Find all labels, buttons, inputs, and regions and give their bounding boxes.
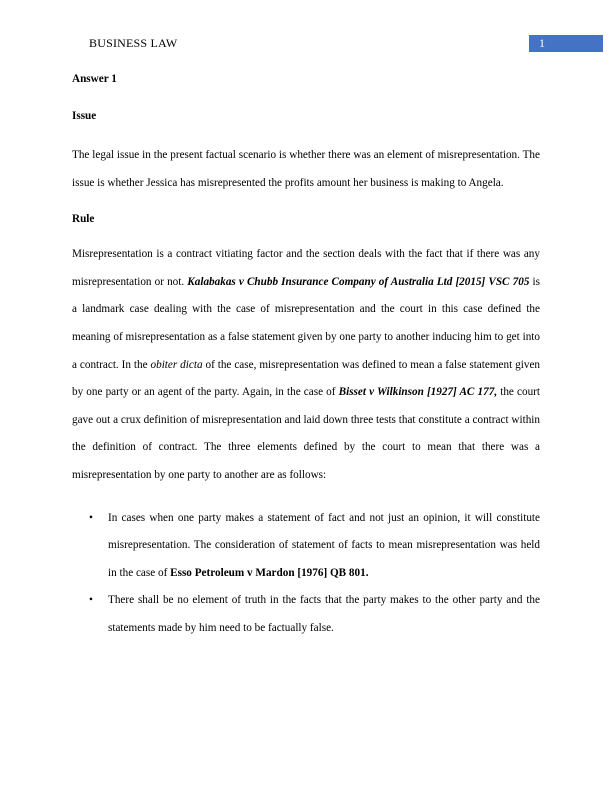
rule-text-1: Misrepresentation is a contract vitiating factor and the section deals with the fact that if there was any misrepresentation or not. (72, 248, 540, 288)
rule-text-4: the court gave out a crux definition of misrepresentation and laid down three tests that constitute a contract within the definition of contract. The three elements defined by the court to mean that there was a misrepresentation by one party to another are as follows: (72, 386, 541, 481)
issue-heading: Issue (72, 110, 97, 122)
rule-paragraph (72, 241, 540, 489)
elements-list (72, 505, 540, 643)
list-item (72, 505, 540, 588)
list-item (72, 587, 540, 642)
latin-term-obiter-dicta: obiter dicta (150, 358, 203, 371)
bullet-icon: • (89, 594, 93, 607)
bullet-icon: • (89, 511, 93, 524)
header-title: BUSINESS LAW (89, 36, 178, 50)
document-body (72, 68, 540, 643)
rule-text-2: is a landmark case dealing with the case of misrepresentation and the court in this case defined the meaning of misrepresentation as a false statement given by one party to another inducing him to get into a contract. In the (72, 275, 540, 371)
case-citation-kalabakas: Kalabakas v Chubb Insurance Company of Australia Ltd [2015] VSC 705 (187, 275, 530, 288)
list-item-text: There shall be no element of truth in the facts that the party makes to the other party and the statements made by him need to be factually false. (108, 594, 540, 634)
issue-paragraph: The legal issue in the present factual scenario is whether there was an element of misrepresentation. The issue is whether Jessica has misrepresented the profits amount her business is making to Angela. (72, 149, 540, 189)
page-number: 1 (539, 36, 545, 50)
rule-comma: , (494, 386, 498, 399)
case-citation-bisset: Bisset v Wilkinson [1927] AC 177 (338, 386, 495, 399)
answer-heading: Answer 1 (72, 73, 117, 85)
page-number-badge (529, 35, 603, 52)
rule-heading: Rule (72, 213, 95, 226)
case-citation-esso: Esso Petroleum v Mardon [1976] QB 801. (170, 566, 369, 579)
list-item-text: In cases when one party makes a statement of fact and not just an opinion, it will constitute misrepresentation. The consideration of statement of facts to mean misrepresentation was held in the case of (108, 511, 540, 579)
rule-text-3: of the case, misrepresentation was defined to mean a false statement given by one party or an agent of the party. Again, in the case of (72, 358, 541, 399)
